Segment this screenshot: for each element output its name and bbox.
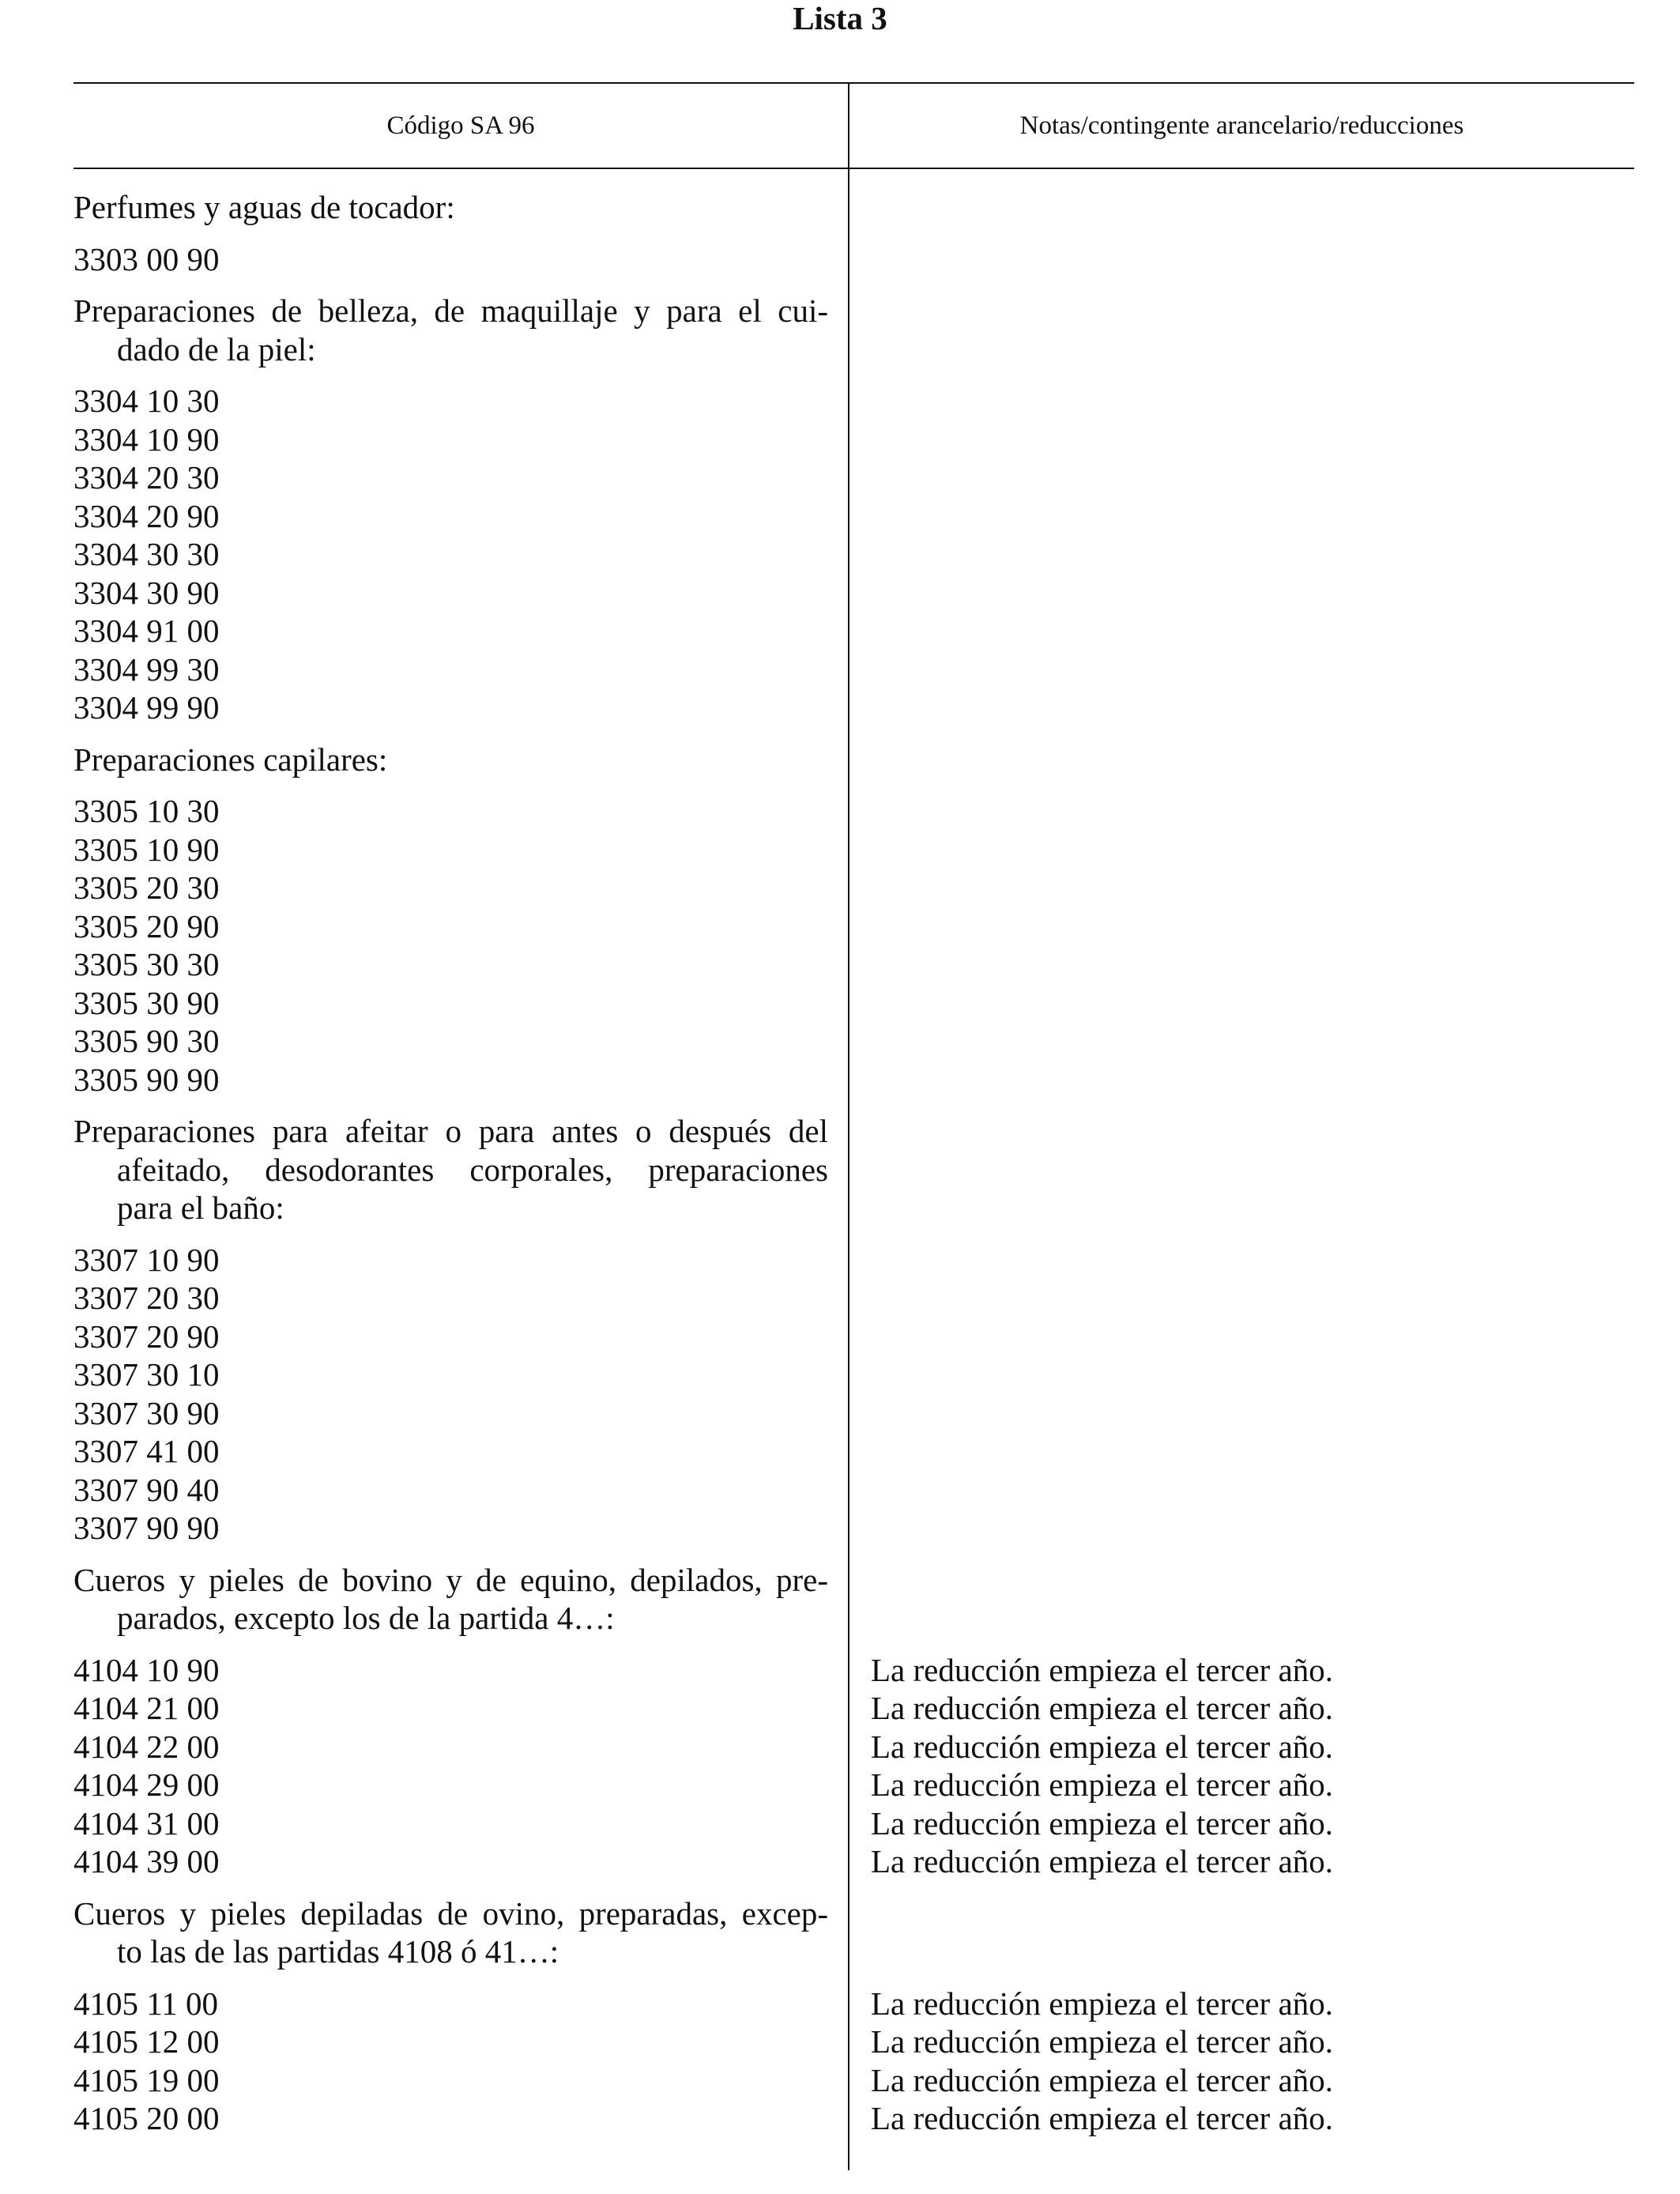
reduction-note: La reducción empieza el tercer año. bbox=[871, 1985, 1334, 2022]
tariff-code: 3305 20 30 bbox=[73, 869, 220, 906]
tariff-code: 4104 31 00 bbox=[73, 1804, 220, 1842]
tariff-code: 3307 20 90 bbox=[73, 1318, 220, 1355]
section-heading bbox=[73, 1894, 828, 1971]
reduction-note: La reducción empieza el tercer año. bbox=[871, 2023, 1334, 2060]
tariff-code: 3304 99 90 bbox=[73, 689, 220, 726]
page-title: Lista 3 bbox=[793, 0, 887, 36]
section-heading-line: Cueros y pieles de bovino y de equino, depilados, pre- bbox=[73, 1561, 828, 1598]
column-header-notes: Notas/contingente arancelario/reducciones bbox=[1019, 111, 1464, 140]
tariff-code: 4105 11 00 bbox=[73, 1985, 218, 2022]
tariff-code: 3307 90 90 bbox=[73, 1510, 220, 1546]
tariff-code: 4104 21 00 bbox=[73, 1690, 220, 1726]
tariff-code: 3305 90 90 bbox=[73, 1061, 220, 1098]
tariff-code: 3305 30 30 bbox=[73, 946, 220, 982]
tariff-code: 4104 39 00 bbox=[73, 1843, 220, 1879]
tariff-code: 3307 20 30 bbox=[73, 1280, 220, 1316]
tariff-code: 3304 10 30 bbox=[73, 383, 220, 419]
section-heading-line: Preparaciones para afeitar o para antes o después del bbox=[73, 1113, 828, 1149]
reduction-note: La reducción empieza el tercer año. bbox=[871, 1843, 1334, 1879]
tariff-code: 3305 20 90 bbox=[73, 907, 220, 944]
section-heading-line: dado de la piel: bbox=[117, 330, 316, 368]
tariff-code: 3304 99 30 bbox=[73, 650, 220, 688]
section-heading bbox=[73, 292, 828, 368]
reduction-note: La reducción empieza el tercer año. bbox=[871, 1728, 1334, 1765]
reduction-note: La reducción empieza el tercer año. bbox=[871, 1766, 1334, 1803]
tariff-code: 3305 10 90 bbox=[73, 831, 220, 868]
reduction-note: La reducción empieza el tercer año. bbox=[871, 2061, 1334, 2098]
column-header-code: Código SA 96 bbox=[386, 111, 535, 140]
tariff-code: 3304 20 30 bbox=[73, 459, 220, 496]
tariff-code: 3307 30 10 bbox=[73, 1356, 220, 1393]
tariff-code: 3307 10 90 bbox=[73, 1241, 220, 1278]
tariff-code: 3304 91 00 bbox=[73, 613, 220, 649]
section-heading bbox=[73, 1112, 828, 1227]
section-heading bbox=[73, 188, 828, 227]
tariff-code: 3305 90 30 bbox=[73, 1023, 220, 1059]
section-heading-line: parados, excepto los de la partida 4…: bbox=[117, 1600, 615, 1636]
tariff-code: 3307 90 40 bbox=[73, 1471, 220, 1508]
tariff-code: 3303 00 90 bbox=[73, 240, 220, 277]
section-heading-line: Preparaciones de belleza, de maquillaje y para el cui- bbox=[73, 292, 828, 329]
tariff-code: 3304 30 90 bbox=[73, 574, 220, 611]
tariff-code: 3307 41 00 bbox=[73, 1433, 220, 1469]
table-header-rule bbox=[73, 168, 1634, 169]
tariff-code: 3304 30 30 bbox=[73, 536, 220, 572]
reduction-note: La reducción empieza el tercer año. bbox=[871, 2100, 1334, 2136]
tariff-code: 4104 29 00 bbox=[73, 1766, 220, 1803]
section-heading-line: para el baño: bbox=[117, 1189, 284, 1226]
reduction-note: La reducción empieza el tercer año. bbox=[871, 1651, 1334, 1688]
tariff-code: 3307 30 90 bbox=[73, 1394, 220, 1431]
section-heading bbox=[73, 1561, 828, 1638]
section-heading-line: Preparaciones capilares: bbox=[73, 741, 388, 778]
tariff-code: 3305 30 90 bbox=[73, 984, 220, 1021]
tariff-code: 4105 20 00 bbox=[73, 2100, 220, 2136]
tariff-code: 3304 20 90 bbox=[73, 497, 220, 534]
section-heading-line: to las de las partidas 4108 ó 41…: bbox=[117, 1933, 559, 1970]
tariff-code: 3305 10 30 bbox=[73, 793, 220, 829]
reduction-note: La reducción empieza el tercer año. bbox=[871, 1690, 1334, 1726]
tariff-code: 4105 12 00 bbox=[73, 2023, 220, 2060]
section-heading-line: Perfumes y aguas de tocador: bbox=[73, 189, 455, 225]
tariff-code: 4104 10 90 bbox=[73, 1651, 220, 1688]
tariff-code: 3304 10 90 bbox=[73, 420, 220, 458]
tariff-code: 4105 19 00 bbox=[73, 2061, 220, 2098]
reduction-note: La reducción empieza el tercer año. bbox=[871, 1804, 1334, 1842]
table-top-rule bbox=[73, 82, 1634, 84]
section-heading bbox=[73, 741, 828, 779]
tariff-code: 4104 22 00 bbox=[73, 1728, 220, 1765]
section-heading-line: afeitado, desodorantes corporales, preparaciones bbox=[117, 1151, 828, 1188]
column-divider bbox=[848, 82, 849, 2170]
section-heading-line: Cueros y pieles depiladas de ovino, preparadas, excep- bbox=[73, 1894, 828, 1932]
